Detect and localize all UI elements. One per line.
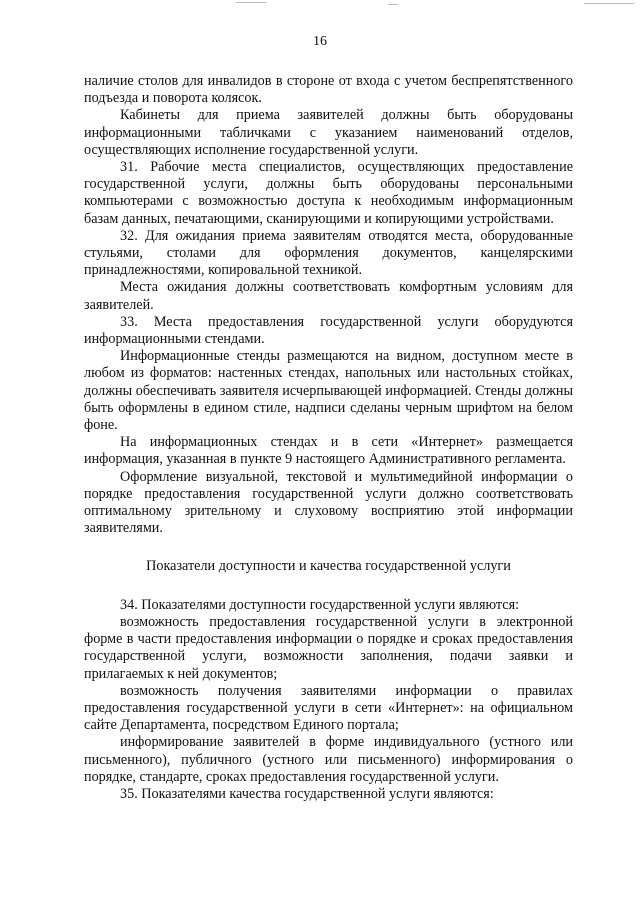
paragraph: Места ожидания должны соответствовать комфортным условиям для заявителей.	[84, 279, 573, 313]
section-heading: Показатели доступности и качества государственной услуги	[146, 558, 511, 575]
paragraph-item-32: 32. Для ожидания приема заявителям отводятся места, оборудованные стульями, столами для оформления документов, канцелярскими принадлежностями, копировальной техникой.	[84, 227, 573, 279]
paragraph-item-33: 33. Места предоставления государственной услуги оборудуются информационными стендами.	[84, 313, 573, 348]
page-number: 16	[313, 34, 327, 49]
paragraph-item-31: 31. Рабочие места специалистов, осуществляющих предоставление государственной услуги, должны быть оборудованы персональными компьютерами с возможностью доступа к необходимым информационным базам данных, печатающими, сканирующими и копирующими устройствами.	[84, 159, 573, 227]
paragraph: возможность предоставления государственной услуги в электронной форме в части предоставления информации о порядке и сроках предоставления государственной услуги, возможности заполнения, подачи заявки и прилагаемых к ней документов;	[84, 613, 573, 682]
scan-artifact	[584, 3, 634, 4]
paragraph: Информационные стенды размещаются на видном, доступном месте в любом из форматов: настенных стендах, напольных или настольных стойках, должны обеспечивать заявителя исчерпывающей информацией. Стенды должны быть оформлены в едином стиле, надписи сделаны черным шрифтом на белом фоне.	[84, 348, 573, 434]
paragraph: Оформление визуальной, текстовой и мультимедийной информации о порядке предоставления государственной услуги должно соответствовать оптимальному зрительному и слуховому восприятию этой информации заявителями.	[84, 468, 573, 537]
document-body	[84, 73, 573, 803]
scan-artifact	[388, 4, 398, 5]
paragraph-item-35: 35. Показателями качества государственной услуги являются:	[120, 785, 494, 802]
paragraph: На информационных стендах и в сети «Интернет» размещается информация, указанная в пункте 9 настоящего Административного регламента.	[84, 434, 573, 468]
paragraph-item-34: 34. Показателями доступности государственной услуги являются:	[120, 596, 520, 613]
paragraph: информирование заявителей в форме индивидуального (устного или письменного), публичного (устного или письменного) информирования о порядке, стандарте, сроках предоставления государственной услуги.	[84, 734, 573, 785]
paragraph: наличие столов для инвалидов в стороне от входа с учетом беспрепятственного подъезда и поворота колясок.	[84, 73, 573, 107]
paragraph: возможность получения заявителями информации о правилах предоставления государственной услуги в сети «Интернет»: на официальном сайте Департамента, посредством Единого портала;	[84, 682, 573, 734]
paragraph: Кабинеты для приема заявителей должны быть оборудованы информационными табличками с указанием наименований отделов, осуществляющих исполнение государственной услуги.	[84, 107, 573, 158]
scan-artifact	[236, 2, 266, 3]
